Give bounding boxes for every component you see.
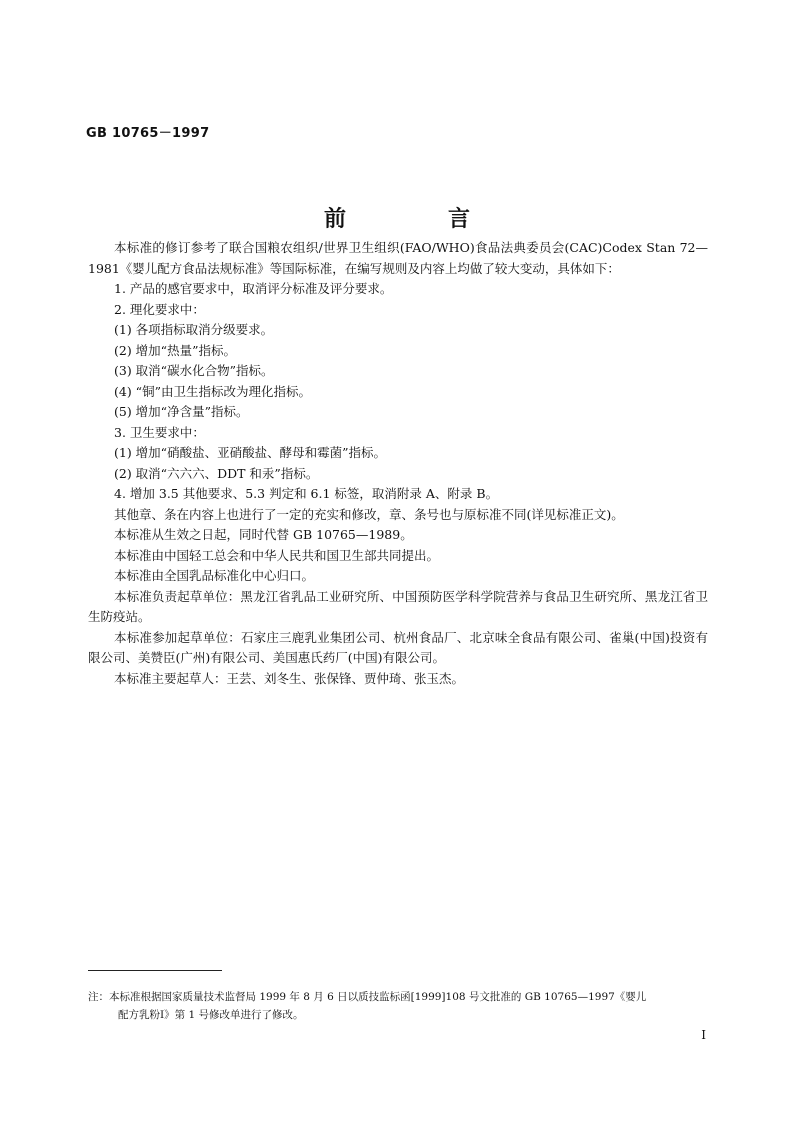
paragraph-item: 2. 理化要求中： [114, 301, 205, 317]
paragraph-participating-units: 本标准参加起草单位：石家庄三鹿乳业集团公司、杭州食品厂、北京味全食品有限公司、雀巢(中国)投资有限公司、美赞臣(广州)有限公司、美国惠氏药厂(中国)有限公司。 [88, 629, 708, 665]
standard-code: GB 10765－1997 [86, 126, 210, 141]
paragraph-drafters: 本标准主要起草人：王芸、刘冬生、张保锋、贾仲琦、张玉杰。 [114, 670, 465, 686]
paragraph: 本标准从生效之日起，同时代替 GB 10765—1989。 [114, 527, 413, 542]
paragraph-subitem: (2) 增加“热量”指标。 [114, 342, 236, 358]
paragraph-subitem: (1) 各项指标取消分级要求。 [114, 322, 274, 337]
paragraph: 本标准由全国乳品标准化中心归口。 [114, 568, 315, 583]
paragraph-item: 4. 增加 3.5 其他要求、5.3 判定和 6.1 标签，取消附录 A、附录 B。 [114, 486, 499, 501]
page-title: 前 言 [323, 207, 510, 232]
footnote [88, 988, 708, 1024]
paragraph-subitem: (5) 增加“净含量”指标。 [114, 404, 249, 419]
footnote-divider [88, 970, 222, 971]
paragraph: 其他章、条在内容上也进行了一定的充实和修改，章、条号也与原标准不同(详见标准正文)。 [114, 506, 624, 522]
paragraph-item: 1. 产品的感官要求中，取消评分标准及评分要求。 [114, 281, 393, 296]
paragraph-subitem: (1) 增加“硝酸盐、亚硝酸盐、酵母和霉菌”指标。 [114, 445, 386, 460]
paragraph-subitem: (2) 取消“六六六、DDT 和汞”指标。 [114, 465, 319, 481]
paragraph-item: 3. 卫生要求中： [114, 424, 205, 440]
paragraph-subitem: (4) “铜”由卫生指标改为理化指标。 [114, 383, 311, 399]
page-number: Ⅰ [701, 1028, 706, 1042]
paragraph-subitem: (3) 取消“碳水化合物”指标。 [114, 363, 274, 378]
foreword-body [88, 238, 708, 689]
footnote-line: 注：本标准根据国家质量技术监督局 1999 年 8 月 6 日以质技监标函[1999]108 号文批准的 GB 10765—1997《婴儿 [88, 991, 647, 1003]
footnote-line: 配方乳粉Ⅰ》第 1 号修改单进行了修改。 [118, 1009, 304, 1021]
paragraph-intro: 本标准的修订参考了联合国粮农组织/世界卫生组织(FAO/WHO)食品法典委员会(CAC)Codex Stan 72—1981《婴儿配方食品法规标准》等国际标准，在编写规则及内容上均做了较大变动，具体如下： [88, 240, 708, 276]
paragraph-drafting-units: 本标准负责起草单位：黑龙江省乳品工业研究所、中国预防医学科学院营养与食品卫生研究所、黑龙江省卫生防疫站。 [88, 588, 708, 624]
paragraph: 本标准由中国轻工总会和中华人民共和国卫生部共同提出。 [114, 547, 440, 563]
